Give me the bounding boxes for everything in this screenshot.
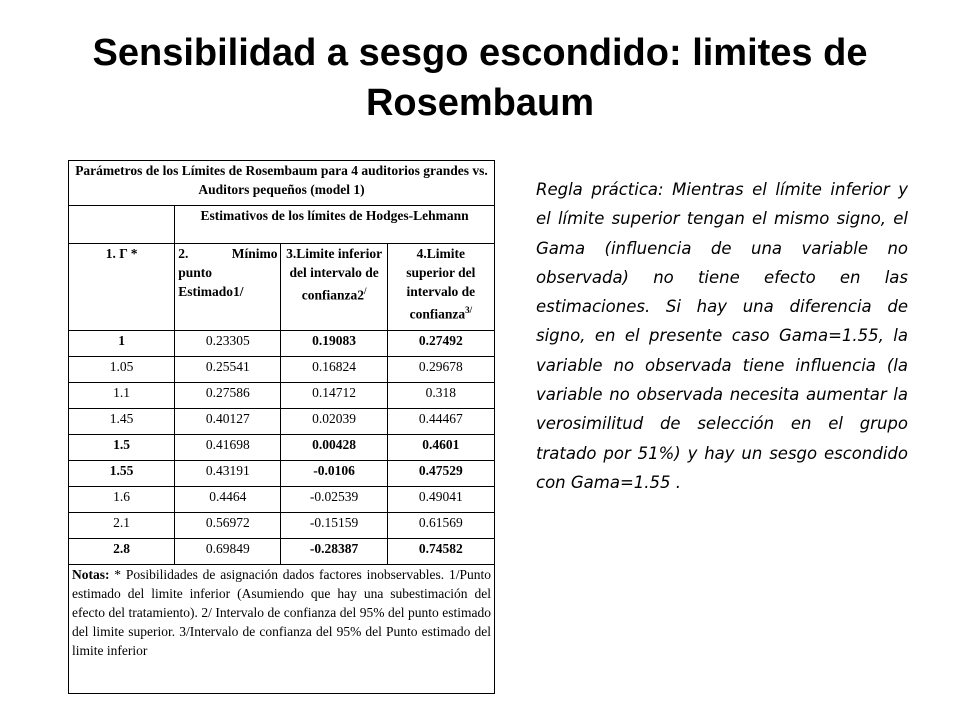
cell-upper: 0.27492 (387, 331, 494, 357)
cell-min: 0.4464 (175, 487, 281, 513)
cell-upper: 0.61569 (387, 513, 494, 539)
cell-lower: 0.02039 (281, 409, 387, 435)
gamma-header-label: 1. Γ * (105, 246, 138, 261)
table-row (69, 487, 495, 513)
lower-limit-header-text: 3.Limite inferior del intervalo de confianza2 (286, 246, 383, 303)
cell-gamma: 1.5 (69, 435, 175, 461)
table-row (69, 383, 495, 409)
table-row (69, 539, 495, 565)
cell-lower: -0.02539 (281, 487, 387, 513)
cell-lower: 0.16824 (281, 357, 387, 383)
cell-min: 0.40127 (175, 409, 281, 435)
rule-of-thumb-text: Regla práctica: Mientras el límite inferior y el límite superior tengan el mismo signo, el Gama (influencia de una variable no observada) no tiene efecto en las estimaciones. Si hay una diferencia de signo, en el presente caso Gama=1.55, la variable no observada tiene influencia (la variable no observada necesita aumentar la verosimilitud de selección en el grupo tratado por 51%) y hay un sesgo escondido con Gama=1.55 . (536, 180, 908, 492)
cell-lower: 0.14712 (281, 383, 387, 409)
cell-upper: 0.29678 (387, 357, 494, 383)
table-row (69, 435, 495, 461)
min-point-header-line (178, 244, 277, 263)
cell-lower: 0.00428 (281, 435, 387, 461)
column-header-upper-limit (387, 244, 494, 331)
cell-gamma: 1 (69, 331, 175, 357)
column-header-min-point (175, 244, 281, 331)
cell-min: 0.43191 (175, 461, 281, 487)
lower-limit-header-sup: / (363, 286, 367, 296)
table-row (69, 409, 495, 435)
cell-upper: 0.74582 (387, 539, 494, 565)
upper-limit-header-sup: 3/ (465, 305, 473, 315)
table-notes (69, 565, 495, 694)
cell-lower: 0.19083 (281, 331, 387, 357)
column-header-lower-limit (281, 244, 387, 331)
cell-upper: 0.49041 (387, 487, 494, 513)
min-point-header-word: Mínimo (231, 246, 278, 261)
min-point-header-num: 2. (178, 246, 189, 261)
table-row (69, 513, 495, 539)
cell-min: 0.25541 (175, 357, 281, 383)
table-caption: Parámetros de los Límites de Rosembaum para 4 auditorios grandes vs. Auditors pequeños (model 1) (69, 161, 495, 206)
table-subheader: Estimativos de los límites de Hodges-Lehmann (175, 206, 495, 244)
table-subheader-row (69, 206, 495, 244)
cell-gamma: 1.55 (69, 461, 175, 487)
rosenbaum-bounds-table (68, 160, 495, 694)
cell-min: 0.27586 (175, 383, 281, 409)
cell-gamma: 1.1 (69, 383, 175, 409)
notes-label: Notas: (72, 567, 110, 582)
cell-min: 0.56972 (175, 513, 281, 539)
upper-limit-header-text: 4.Limite superior del intervalo de confianza (406, 246, 476, 322)
table-notes-row (69, 565, 495, 694)
notes-text: * Posibilidades de asignación dados factores inobservables. 1/Punto estimado del limite inferior (Asumiendo que hay una subestimación del efecto del tratamiento). 2/ Intervalo de confianza del 95% del punto estimado del limite superior. 3/Intervalo de confianza del 95% del Punto estimado del limite inferior (72, 567, 491, 658)
table-row (69, 357, 495, 383)
cell-gamma: 1.05 (69, 357, 175, 383)
slide-title: Sensibilidad a sesgo escondido: limites de Rosembaum (92, 32, 868, 124)
column-header-gamma (69, 244, 175, 331)
cell-gamma: 2.1 (69, 513, 175, 539)
cell-min: 0.69849 (175, 539, 281, 565)
table-row (69, 331, 495, 357)
cell-lower: -0.28387 (281, 539, 387, 565)
cell-gamma: 1.45 (69, 409, 175, 435)
column-header-row (69, 244, 495, 331)
cell-lower: -0.15159 (281, 513, 387, 539)
table-row (69, 461, 495, 487)
cell-upper: 0.44467 (387, 409, 494, 435)
cell-lower: -0.0106 (281, 461, 387, 487)
cell-gamma: 1.6 (69, 487, 175, 513)
table-caption-row (69, 161, 495, 206)
cell-upper: 0.47529 (387, 461, 494, 487)
cell-min: 0.23305 (175, 331, 281, 357)
cell-upper: 0.318 (387, 383, 494, 409)
cell-min: 0.41698 (175, 435, 281, 461)
rosenbaum-table-container (68, 160, 495, 700)
min-point-header-rest: punto Estimado1/ (178, 265, 244, 299)
cell-upper: 0.4601 (387, 435, 494, 461)
empty-header-cell (69, 206, 175, 244)
cell-gamma: 2.8 (69, 539, 175, 565)
